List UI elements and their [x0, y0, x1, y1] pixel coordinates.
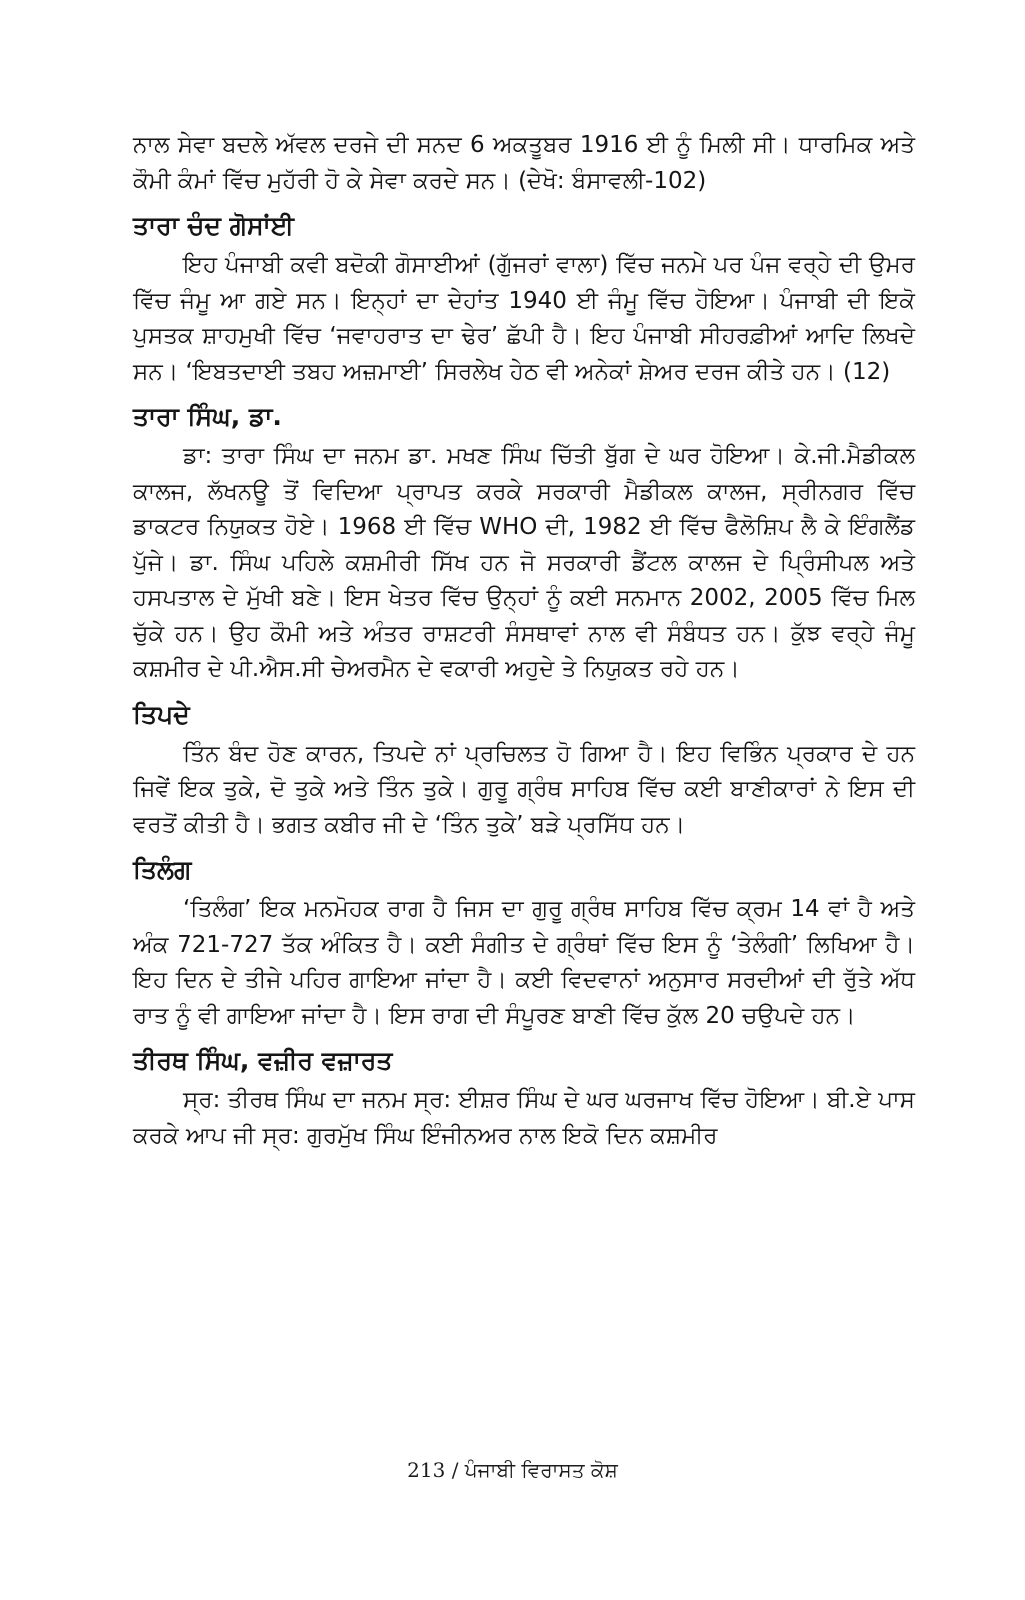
entry-body-tara-chand: ਇਹ ਪੰਜਾਬੀ ਕਵੀ ਬਦੋਕੀ ਗੋਸਾਈਆਂ (ਗੁੱਜਰਾਂ ਵਾਲਾ) ਵਿੱਚ ਜਨਮੇ ਪਰ ਪੰਜ ਵਰ੍ਹੇ ਦੀ ਉਮਰ ਵਿੱਚ ਜੰਮੂ ਆ ਗਏ ਸਨ। ਇਨ੍ਹਾਂ ਦਾ ਦੇਹਾਂਤ 1940 ਈ ਜੰਮੂ ਵਿੱਚ ਹੋਇਆ। ਪੰਜਾਬੀ ਦੀ ਇਕੋ ਪੁਸਤਕ ਸ਼ਾਹਮੁਖੀ ਵਿੱਚ ‘ਜਵਾਹਰਾਤ ਦਾ ਢੇਰ’ ਛੱਪੀ ਹੈ। ਇਹ ਪੰਜਾਬੀ ਸੀਹਰਫ਼ੀਆਂ ਆਦਿ ਲਿਖਦੇ ਸਨ। ‘ਇਬਤਦਾਈ ਤਬਹ ਅਜ਼ਮਾਈ’ ਸਿਰਲੇਖ ਹੇਠ ਵੀ ਅਨੇਕਾਂ ਸ਼ੇਅਰ ਦਰਜ ਕੀਤੇ ਹਨ। (12)	[133, 252, 915, 385]
entry-body-tara-singh: ਡਾ: ਤਾਰਾ ਸਿੰਘ ਦਾ ਜਨਮ ਡਾ. ਮਖਣ ਸਿੰਘ ਚਿੱਤੀ ਬੁੱਗ ਦੇ ਘਰ ਹੋਇਆ। ਕੇ.ਜੀ.ਮੈਡੀਕਲ ਕਾਲਜ, ਲੱਖਨਊ ਤੋਂ ਵਿਦਿਆ ਪ੍ਰਾਪਤ ਕਰਕੇ ਸਰਕਾਰੀ ਮੈਡੀਕਲ ਕਾਲਜ, ਸ੍ਰੀਨਗਰ ਵਿੱਚ ਡਾਕਟਰ ਨਿਯੁਕਤ ਹੋਏ। 1968 ਈ ਵਿੱਚ WHO ਦੀ, 1982 ਈ ਵਿੱਚ ਫੈਲੋਸ਼ਿਪ ਲੈ ਕੇ ਇੰਗਲੈਂਡ ਪੁੱਜੇ। ਡਾ. ਸਿੰਘ ਪਹਿਲੇ ਕਸ਼ਮੀਰੀ ਸਿੱਖ ਹਨ ਜੋ ਸਰਕਾਰੀ ਡੈਂਟਲ ਕਾਲਜ ਦੇ ਪ੍ਰਿੰਸੀਪਲ ਅਤੇ ਹਸਪਤਾਲ ਦੇ ਮੁੱਖੀ ਬਣੇ। ਇਸ ਖੇਤਰ ਵਿੱਚ ਉਨ੍ਹਾਂ ਨੂੰ ਕਈ ਸਨਮਾਨ 2002, 2005 ਵਿੱਚ ਮਿਲ ਚੁੱਕੇ ਹਨ। ਉਹ ਕੌਮੀ ਅਤੇ ਅੰਤਰ ਰਾਸ਼ਟਰੀ ਸੰਸਥਾਵਾਂ ਨਾਲ ਵੀ ਸੰਬੰਧਤ ਹਨ। ਕੁੱਝ ਵਰ੍ਹੇ ਜੰਮੂ ਕਸ਼ਮੀਰ ਦੇ ਪੀ.ਐਸ.ਸੀ ਚੇਅਰਮੈਨ ਦੇ ਵਕਾਰੀ ਅਹੁਦੇ ਤੇ ਨਿਯੁਕਤ ਰਹੇ ਹਨ।	[133, 443, 915, 682]
entry-body-tilang: ‘ਤਿਲੰਗ’ ਇਕ ਮਨਮੋਹਕ ਰਾਗ ਹੈ ਜਿਸ ਦਾ ਗੁਰੂ ਗ੍ਰੰਥ ਸਾਹਿਬ ਵਿੱਚ ਕ੍ਰਮ 14 ਵਾਂ ਹੈ ਅਤੇ ਅੰਕ 721-727 ਤੱਕ ਅੰਕਿਤ ਹੈ। ਕਈ ਸੰਗੀਤ ਦੇ ਗ੍ਰੰਥਾਂ ਵਿੱਚ ਇਸ ਨੂੰ ‘ਤੇਲੰਗੀ’ ਲਿਖਿਆ ਹੈ। ਇਹ ਦਿਨ ਦੇ ਤੀਜੇ ਪਹਿਰ ਗਾਇਆ ਜਾਂਦਾ ਹੈ। ਕਈ ਵਿਦਵਾਨਾਂ ਅਨੁਸਾਰ ਸਰਦੀਆਂ ਦੀ ਰੁੱਤੇ ਅੱਧ ਰਾਤ ਨੂੰ ਵੀ ਗਾਇਆ ਜਾਂਦਾ ਹੈ। ਇਸ ਰਾਗ ਦੀ ਸੰਪੂਰਣ ਬਾਣੀ ਵਿੱਚ ਕੁੱਲ 20 ਚਉਪਦੇ ਹਨ।	[133, 896, 915, 1029]
entry-body-tirath-singh: ਸ੍ਰ: ਤੀਰਥ ਸਿੰਘ ਦਾ ਜਨਮ ਸ੍ਰ: ਈਸ਼ਰ ਸਿੰਘ ਦੇ ਘਰ ਘਰਜਾਖ ਵਿੱਚ ਹੋਇਆ। ਬੀ.ਏ ਪਾਸ ਕਰਕੇ ਆਪ ਜੀ ਸ੍ਰ: ਗੁਰਮੁੱਖ ਸਿੰਘ ਇੰਜੀਨਅਰ ਨਾਲ ਇਕੋ ਦਿਨ ਕਸ਼ਮੀਰ	[133, 1087, 915, 1149]
intro-paragraph: ਨਾਲ ਸੇਵਾ ਬਦਲੇ ਅੱਵਲ ਦਰਜੇ ਦੀ ਸਨਦ 6 ਅਕਤੂਬਰ 1916 ਈ ਨੂੰ ਮਿਲੀ ਸੀ। ਧਾਰਮਿਕ ਅਤੇ ਕੌਮੀ ਕੰਮਾਂ ਵਿੱਚ ਮੁਹੱਰੀ ਹੋ ਕੇ ਸੇਵਾ ਕਰਦੇ ਸਨ। (ਦੇਖੋ: ਬੰਸਾਵਲੀ-102)	[133, 132, 915, 194]
entry-body-tipade: ਤਿੰਨ ਬੰਦ ਹੋਣ ਕਾਰਨ, ਤਿਪਦੇ ਨਾਂ ਪ੍ਰਚਿਲਤ ਹੋ ਗਿਆ ਹੈ। ਇਹ ਵਿਭਿੰਨ ਪ੍ਰਕਾਰ ਦੇ ਹਨ ਜਿਵੇਂ ਇਕ ਤੁਕੇ, ਦੋ ਤੁਕੇ ਅਤੇ ਤਿੰਨ ਤੁਕੇ। ਗੁਰੂ ਗ੍ਰੰਥ ਸਾਹਿਬ ਵਿੱਚ ਕਈ ਬਾਣੀਕਾਰਾਂ ਨੇ ਇਸ ਦੀ ਵਰਤੋਂ ਕੀਤੀ ਹੈ। ਭਗਤ ਕਬੀਰ ਜੀ ਦੇ ‘ਤਿੰਨ ਤੁਕੇ’ ਬੜੇ ਪ੍ਰਸਿੱਧ ਹਨ।	[133, 740, 915, 838]
entry-title-tilang: ਤਿਲੰਗ	[133, 855, 192, 884]
entry-title-tipade: ਤਿਪਦੇ	[133, 699, 190, 729]
entry-title-tirath-singh: ਤੀਰਥ ਸਿੰਘ, ਵਜ਼ੀਰ ਵਜ਼ਾਰਤ	[133, 1046, 393, 1075]
entry-title-tara-chand: ਤਾਰਾ ਚੰਦ ਗੋਸਾਂਈ	[133, 211, 294, 240]
page-content	[133, 128, 915, 1154]
entry-title-tara-singh: ਤਾਰਾ ਸਿੰਘ, ਡਾ.	[133, 402, 282, 431]
page-footer: 213 / ਪੰਜਾਬੀ ਵਿਰਾਸਤ ਕੋਸ਼	[407, 1458, 618, 1482]
